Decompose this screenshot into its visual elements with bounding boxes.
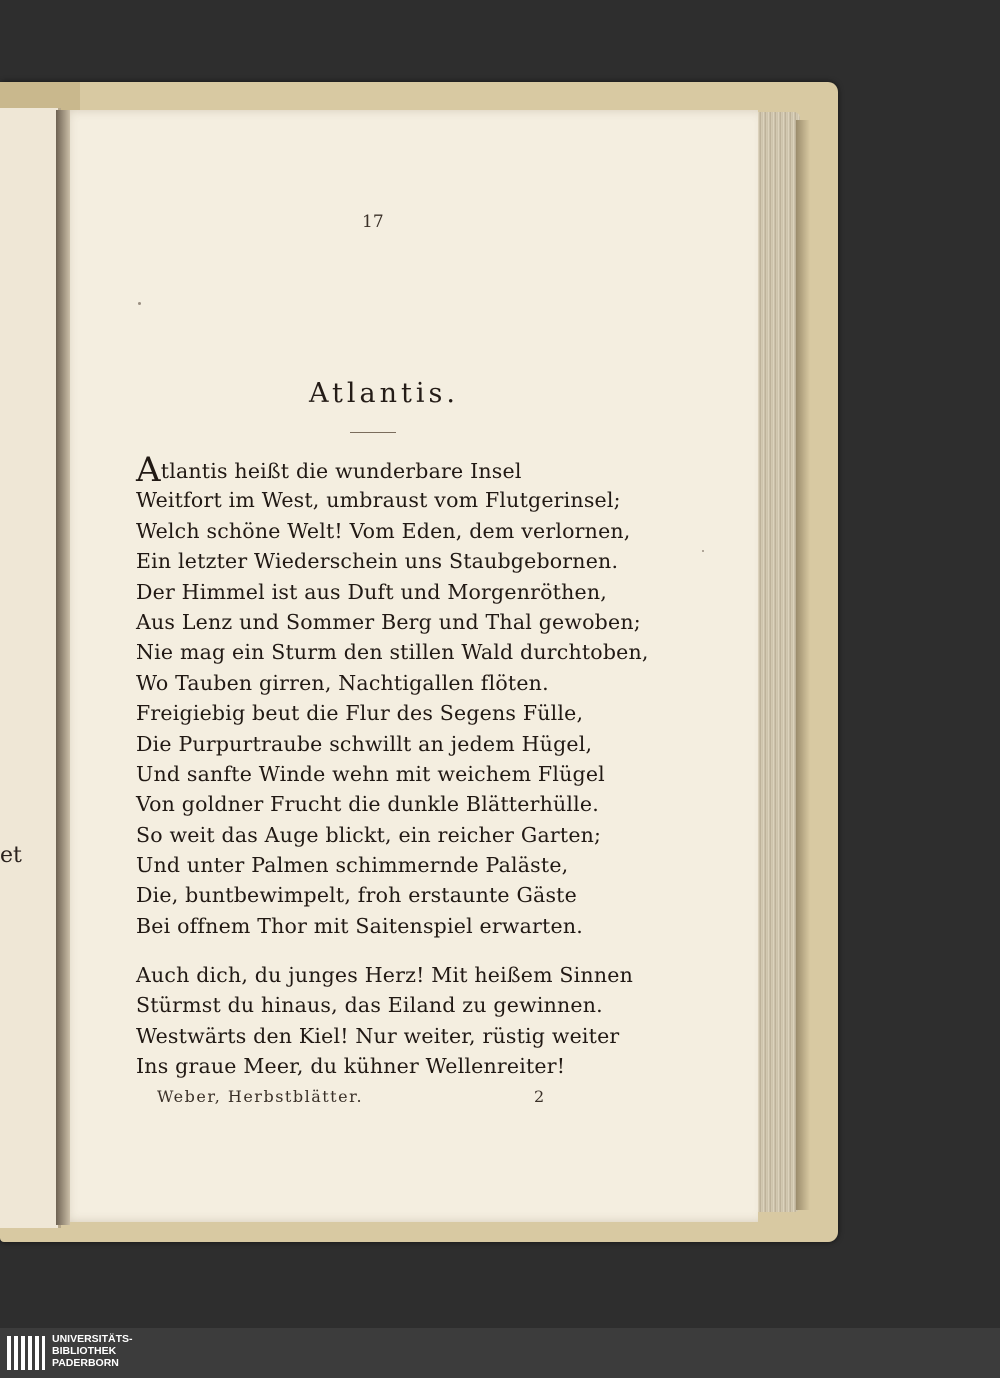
verse-line: So weit das Auge blickt, ein reicher Garten; — [136, 822, 602, 847]
verse-text: tlantis heißt die wunderbare Insel — [160, 459, 522, 483]
library-barcode-logo-icon — [6, 1334, 46, 1372]
left-page — [0, 108, 61, 1228]
page-number: 17 — [362, 212, 384, 232]
verse-line: Von goldner Frucht die dunkle Blätterhülle. — [136, 792, 599, 817]
library-footer-bar — [0, 1328, 1000, 1378]
library-name — [52, 1333, 133, 1369]
library-name-line: BIBLIOTHEK — [52, 1345, 117, 1357]
verse-line: Und sanfte Winde wehn mit weichem Flügel — [136, 761, 605, 786]
footer-author-title: Weber, Herbstblätter. — [157, 1087, 364, 1106]
stanza-1 — [136, 450, 649, 941]
verse-line: Aus Lenz und Sommer Berg und Thal gewoben; — [136, 609, 641, 634]
stanza-2 — [136, 960, 633, 1082]
verse-line: Ein letzter Wiederschein uns Staubgebornen. — [136, 549, 619, 574]
verse-line — [136, 450, 649, 490]
verse-line: Bei offnem Thor mit Saitenspiel erwarten. — [136, 913, 583, 938]
library-name-line: PADERBORN — [52, 1357, 119, 1369]
footer-signature-mark: 2 — [534, 1087, 545, 1106]
verse-line: Auch dich, du junges Herz! Mit heißem Sinnen — [136, 963, 633, 987]
verse-line: Die Purpurtraube schwillt an jedem Hügel, — [136, 731, 593, 756]
poem-title: Atlantis. — [309, 378, 459, 409]
verse-line: Nie mag ein Sturm den stillen Wald durchtoben, — [136, 640, 649, 665]
verse-line: Westwärts den Kiel! Nur weiter, rüstig weiter — [136, 1023, 620, 1048]
gutter-shadow — [56, 110, 70, 1225]
verse-line: Wo Tauben girren, Nachtigallen flöten. — [136, 670, 549, 695]
verse-line: Weitfort im West, umbraust vom Flutgerinsel; — [136, 488, 621, 513]
verse-line: Stürmst du hinaus, das Eiland zu gewinnen. — [136, 993, 603, 1018]
page-block-edges — [752, 112, 800, 1212]
verse-line: Die, buntbewimpelt, froh erstaunte Gäste — [136, 883, 577, 908]
drop-cap: A — [136, 450, 161, 490]
paper-speck — [138, 302, 141, 305]
verse-line: Der Himmel ist aus Duft und Morgenröthen, — [136, 579, 607, 604]
verse-line: Welch schöne Welt! Vom Eden, dem verlornen, — [136, 518, 631, 543]
left-page-text-fragment: et — [0, 843, 22, 868]
page-edges-shadow — [796, 120, 810, 1210]
verse-line: Und unter Palmen schimmernde Paläste, — [136, 853, 569, 878]
verse-line: Ins graue Meer, du kühner Wellenreiter! — [136, 1054, 566, 1079]
title-divider — [350, 432, 396, 433]
verse-line: Freigiebig beut die Flur des Segens Fülle, — [136, 701, 584, 726]
paper-speck — [702, 550, 704, 552]
library-name-line: UNIVERSITÄTS- — [52, 1333, 133, 1345]
